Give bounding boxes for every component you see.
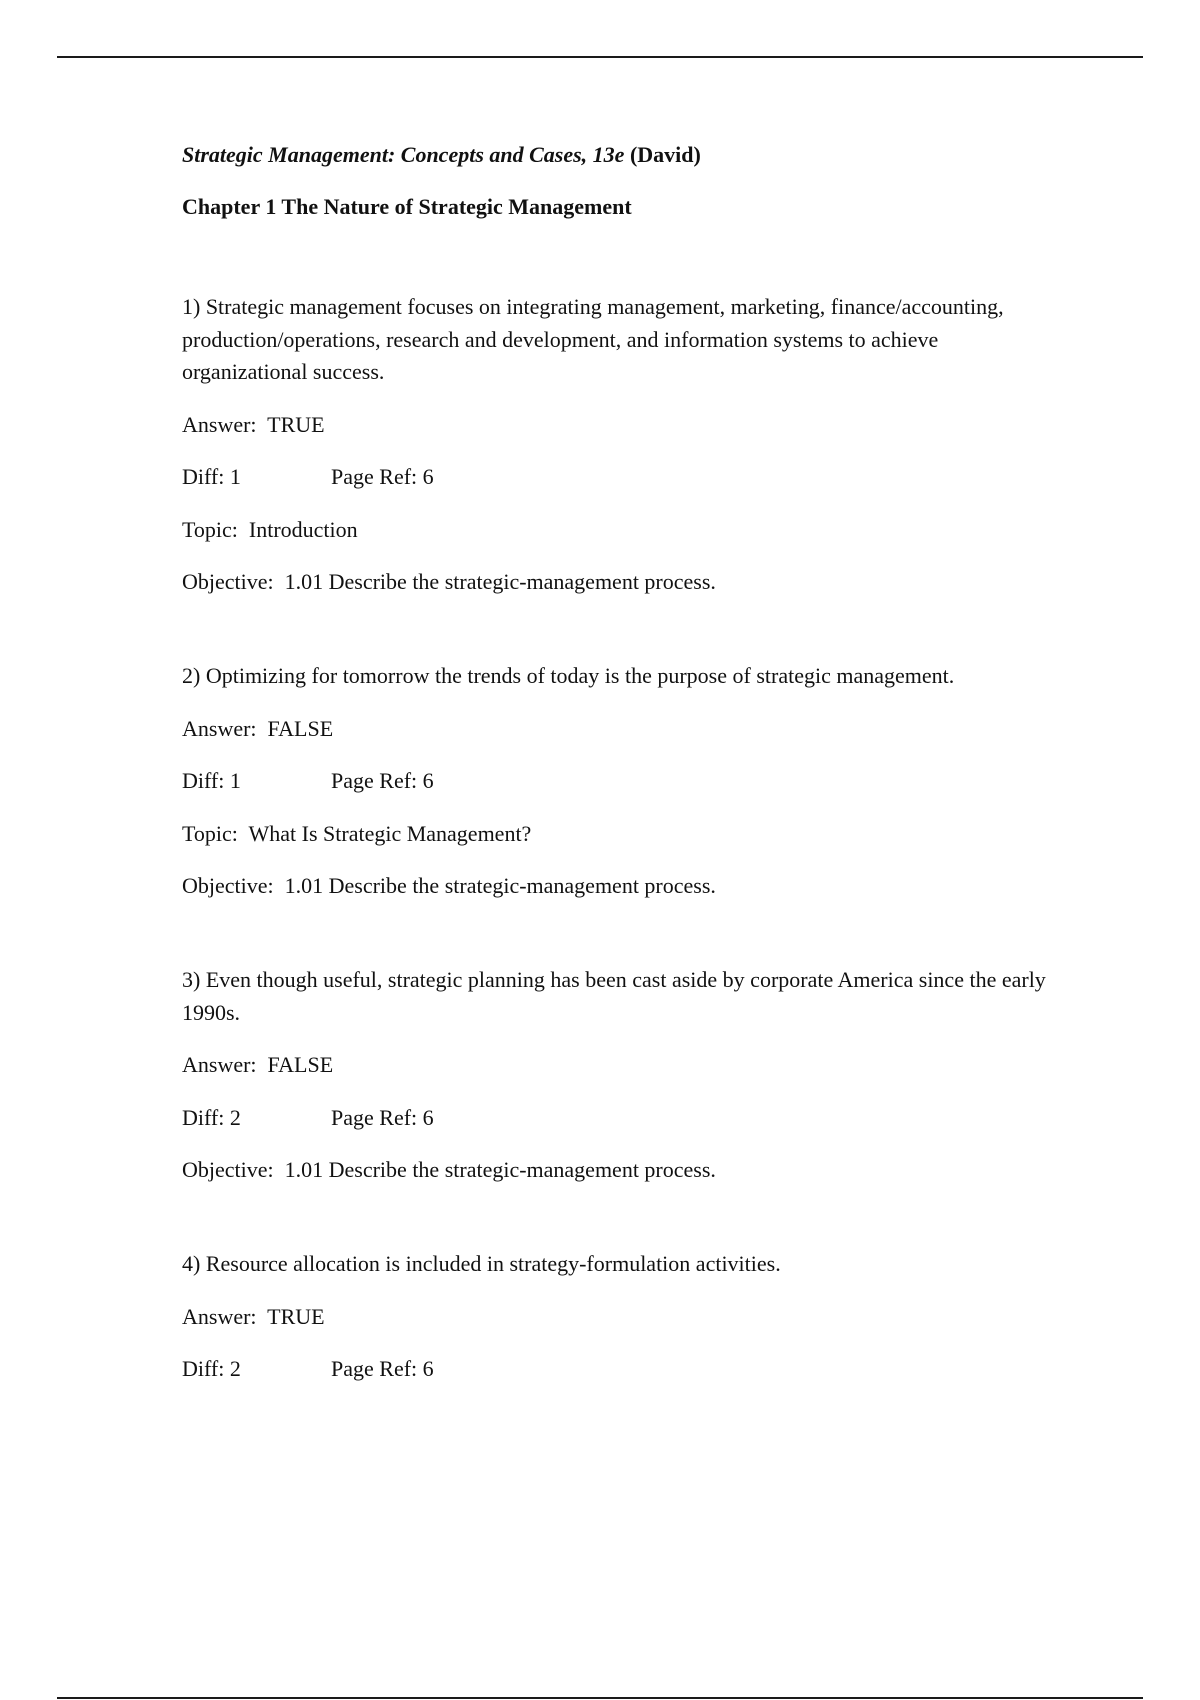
page-ref: Page Ref: 6	[331, 1356, 434, 1381]
question-list	[182, 291, 1062, 1385]
topic-line: Topic: What Is Strategic Management?	[182, 820, 532, 846]
book-title-text: Strategic Management: Concepts and Cases, 13e	[182, 142, 625, 167]
question-text: 2) Optimizing for tomorrow the trends of today is the purpose of strategic management.	[182, 663, 955, 688]
book-author: (David)	[624, 142, 701, 167]
diff-pageref-line	[182, 765, 1062, 797]
answer-line: Answer: TRUE	[182, 411, 325, 437]
difficulty: Diff: 2	[182, 1356, 241, 1381]
difficulty: Diff: 2	[182, 1104, 241, 1130]
document-content	[182, 140, 1062, 1447]
question-item	[182, 1248, 1062, 1385]
difficulty: Diff: 1	[182, 768, 241, 793]
bottom-rule	[57, 1697, 1143, 1699]
question-text: 3) Even though useful, strategic planning has been cast aside by corporate America since the early 1990s.	[182, 967, 1046, 1025]
objective-line: Objective: 1.01 Describe the strategic-management process.	[182, 873, 716, 898]
topic-line: Topic: Introduction	[182, 516, 358, 542]
answer-line: Answer: TRUE	[182, 1303, 325, 1329]
diff-pageref-line	[182, 461, 1062, 493]
diff-pageref-line	[182, 1353, 1062, 1385]
question-item	[182, 291, 1062, 598]
page-ref: Page Ref: 6	[331, 1104, 434, 1130]
objective-line: Objective: 1.01 Describe the strategic-management process.	[182, 569, 716, 594]
answer-line: Answer: FALSE	[182, 1052, 334, 1077]
difficulty: Diff: 1	[182, 464, 241, 489]
question-text: 1) Strategic management focuses on integrating management, marketing, finance/accounting, production/operations, research and development, and information systems to achieve organizational success.	[182, 294, 1004, 384]
question-item	[182, 660, 1062, 902]
question-text: 4) Resource allocation is included in strategy-formulation activities.	[182, 1251, 781, 1276]
page-ref: Page Ref: 6	[331, 464, 434, 489]
book-title	[182, 140, 1062, 170]
diff-pageref-line	[182, 1102, 1062, 1134]
objective-line: Objective: 1.01 Describe the strategic-management process.	[182, 1157, 716, 1182]
chapter-heading: Chapter 1 The Nature of Strategic Management	[182, 194, 632, 219]
question-item	[182, 964, 1062, 1186]
top-rule	[57, 56, 1143, 58]
answer-line: Answer: FALSE	[182, 715, 334, 741]
page-ref: Page Ref: 6	[331, 768, 434, 793]
